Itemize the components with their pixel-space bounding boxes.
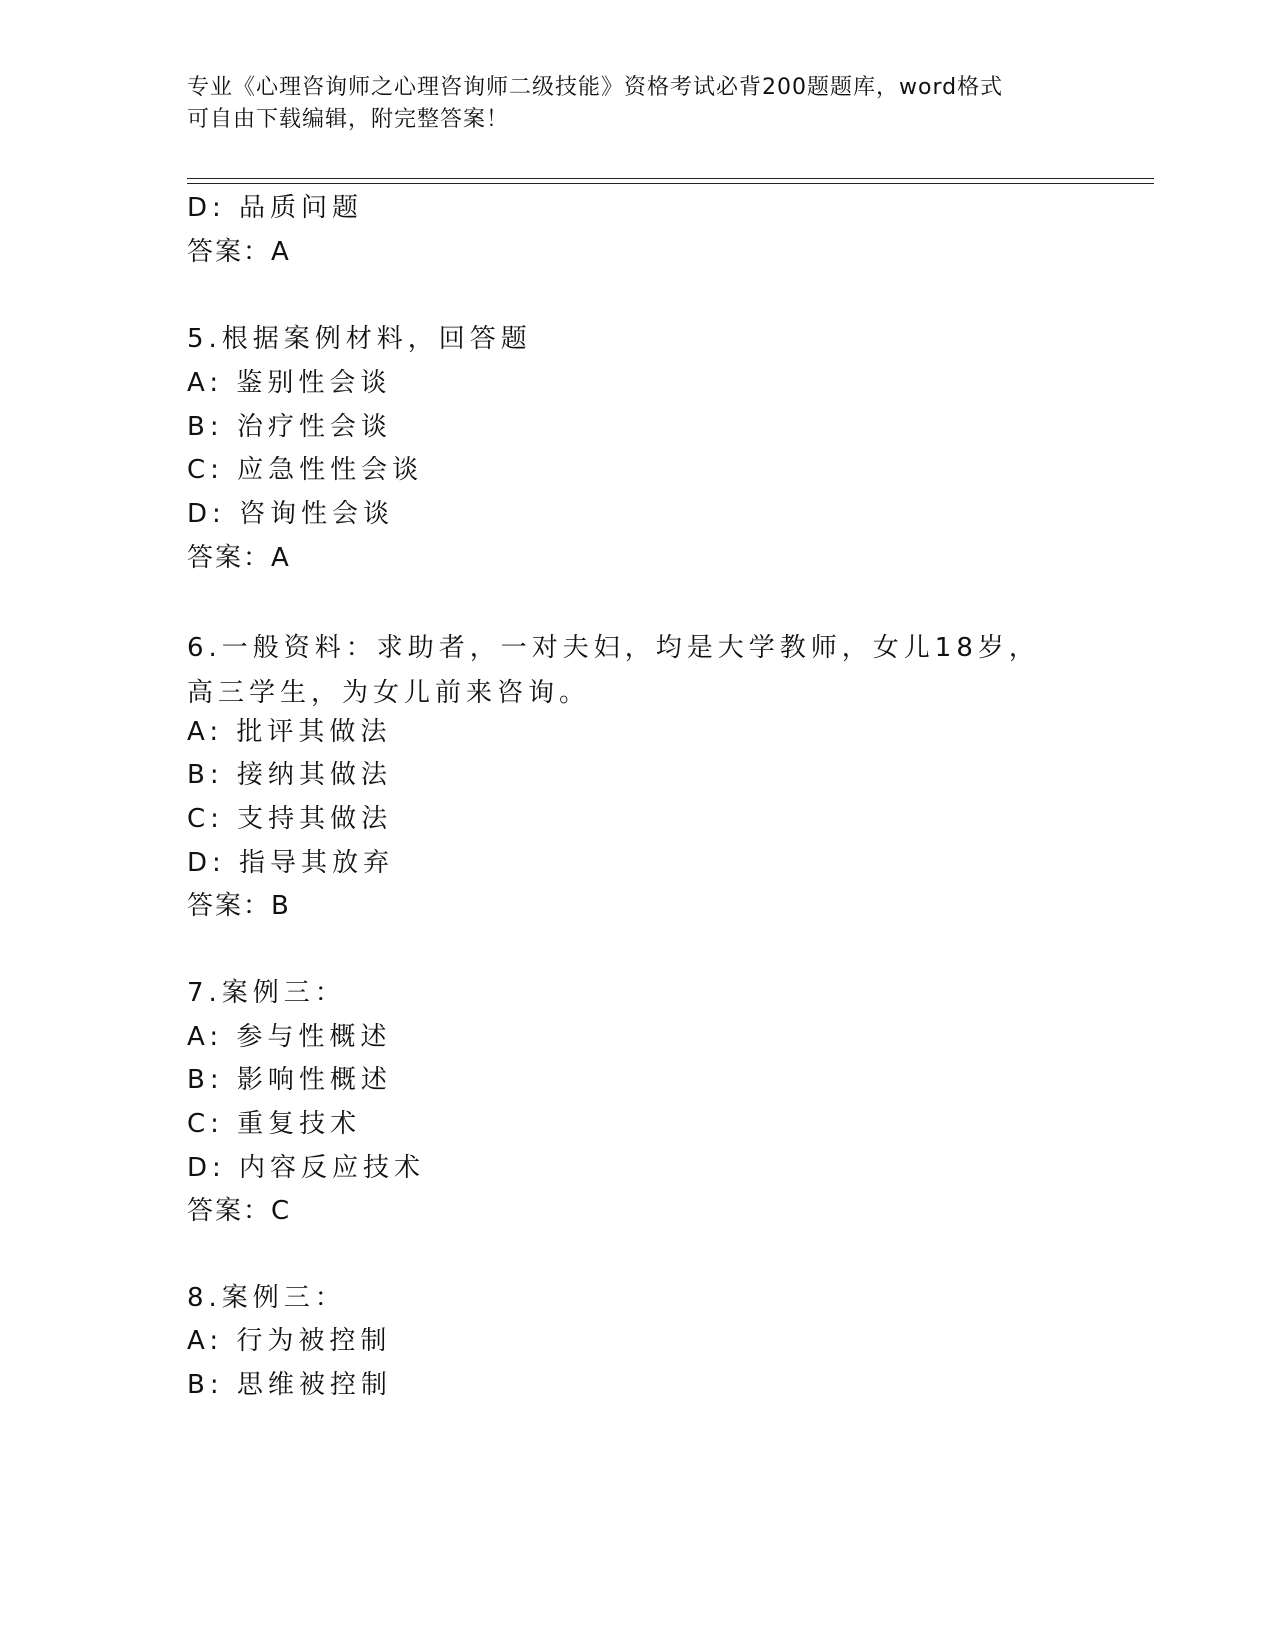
document-header [187, 72, 1067, 136]
q8-stem: 8.案例三： [187, 1283, 346, 1313]
q5-option-d: D: 咨询性会谈 [187, 499, 395, 529]
q7-stem: 7.案例三： [187, 978, 346, 1008]
q7-option-d: D: 内容反应技术 [187, 1153, 426, 1183]
q5-option-b: B: 治疗性会谈 [187, 412, 392, 442]
q4-answer: 答案：A [187, 237, 291, 267]
q8-option-b: B: 思维被控制 [187, 1370, 392, 1400]
q7-option-c: C: 重复技术 [187, 1109, 362, 1139]
header-divider-bottom [187, 183, 1154, 184]
q7-option-a: A: 参与性概述 [187, 1022, 392, 1052]
header-divider-top [187, 178, 1154, 179]
q6-option-d: D: 指导其放弃 [187, 848, 395, 878]
q6-stem: 6.一般资料：求助者，一对夫妇，均是大学教师，女儿18岁，高三学生，为女儿前来咨询。 [187, 633, 1040, 708]
header-line-2: 可自由下载编辑，附完整答案！ [187, 107, 510, 132]
q6-option-c: C: 支持其做法 [187, 804, 393, 834]
q5-option-a: A: 鉴别性会谈 [187, 368, 392, 398]
q6-answer: 答案：B [187, 891, 291, 921]
q5-option-c: C: 应急性性会谈 [187, 455, 424, 485]
q6-option-b: B: 接纳其做法 [187, 760, 392, 790]
q5-stem: 5.根据案例材料，回答题 [187, 324, 532, 354]
q7-option-b: B: 影响性概述 [187, 1065, 392, 1095]
q6-option-a: A: 批评其做法 [187, 717, 392, 747]
q4-option-d: D: 品质问题 [187, 193, 364, 223]
q5-answer: 答案：A [187, 543, 291, 573]
q7-answer: 答案：C [187, 1196, 292, 1226]
header-line-1: 专业《心理咨询师之心理咨询师二级技能》资格考试必背200题题库，word格式 [187, 75, 1004, 100]
q8-option-a: A: 行为被控制 [187, 1326, 392, 1356]
